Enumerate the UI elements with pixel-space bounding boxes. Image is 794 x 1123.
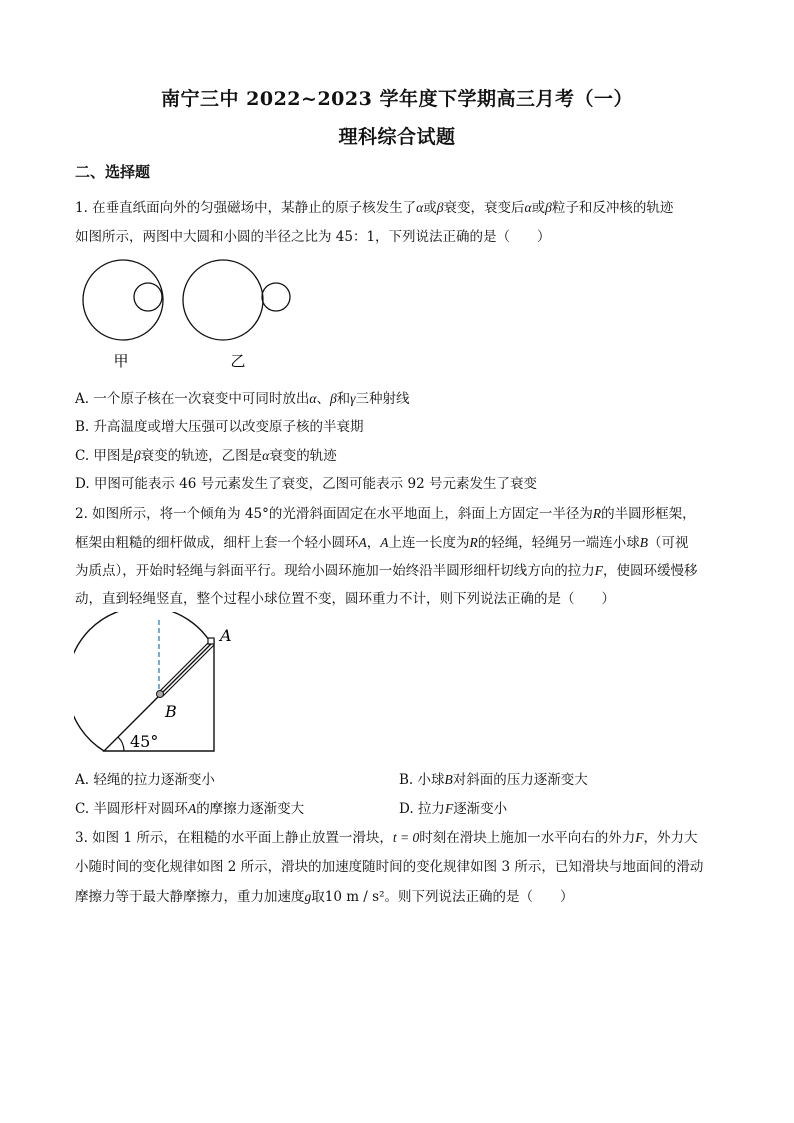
q2-line-4: 动，直到轻绳竖直，整个过程小球位置不变，圆环重力不计，则下列说法正确的是（ ） [75,591,615,607]
q1-option-b: B. 升高温度或增大压强可以改变原子核的半衰期 [75,419,364,435]
rope-line-1 [159,641,210,692]
q1-figure [78,255,318,375]
q2-line-2: 框架由粗糙的细杆做成，细杆上套一个轻小圆环A，A上连一长度为R的轻绳，轻绳另一端连小球B（可视 [75,535,689,551]
q1-line-1: 1. 在垂直纸面向外的匀强磁场中，某静止的原子核发生了α或β衰变，衰变后α或β粒子和反冲核的轨迹 [75,200,674,216]
q1-option-a: A. 一个原子核在一次衰变中可同时放出α、β和γ三种射线 [75,391,410,407]
label-yi: 乙 [230,352,246,370]
exam-subtitle: 理科综合试题 [338,126,456,148]
label-a: A [220,626,232,645]
jia-large-circle [83,260,163,340]
jia-small-circle [134,283,162,311]
q2-option-c: C. 半圆形杆对圆环A的摩擦力逐渐变大 [75,801,305,817]
q2-option-d: D. 拉力F逐渐变小 [399,801,508,817]
ring-a [208,638,214,644]
q2-figure [74,612,244,762]
rope-line-2 [163,645,214,696]
q2-option-b: B. 小球B对斜面的压力逐渐变大 [399,772,588,788]
q2-option-a: A. 轻绳的拉力逐渐变小 [75,772,215,788]
q3-line-1: 3. 如图 1 所示，在粗糙的水平面上静止放置一滑块，t = 0时刻在滑块上施加一水平向右的外力F，外力大 [75,830,698,846]
section-heading: 二、选择题 [75,163,151,181]
q2-line-3: 为质点），开始时轻绳与斜面平行。现给小圆环施加一始终沿半圆形细杆切线方向的拉力F，使圆环缓慢移 [75,563,698,579]
semicircle-frame [74,612,211,751]
q1-option-c: C. 甲图是β衰变的轨迹，乙图是α衰变的轨迹 [75,448,337,464]
label-jia: 甲 [113,352,129,370]
q2-line-1: 2. 如图所示，将一个倾角为 45°的光滑斜面固定在水平地面上，斜面上方固定一半径为R的半圆形框架， [75,506,696,522]
q1-line-2: 如图所示，两图中大圆和小圆的半径之比为 45：1，下列说法正确的是（ ） [75,229,551,245]
yi-large-circle [183,260,263,340]
q3-line-2: 小随时间的变化规律如图 2 所示，滑块的加速度随时间的变化规律如图 3 所示，已知滑块与地面间的滑动 [75,859,704,875]
angle-arc [118,737,124,751]
ball-b [157,691,164,698]
label-b: B [165,702,177,721]
exam-title: 南宁三中 2022~2023 学年度下学期高三月考（一） [161,88,633,110]
q3-line-3: 摩擦力等于最大静摩擦力，重力加速度g取10 m / s²。则下列说法正确的是（ ） [75,889,574,905]
yi-small-circle [262,283,290,311]
label-angle: 45° [130,732,159,751]
q1-option-d: D. 甲图可能表示 46 号元素发生了衰变，乙图可能表示 92 号元素发生了衰变 [75,476,537,492]
